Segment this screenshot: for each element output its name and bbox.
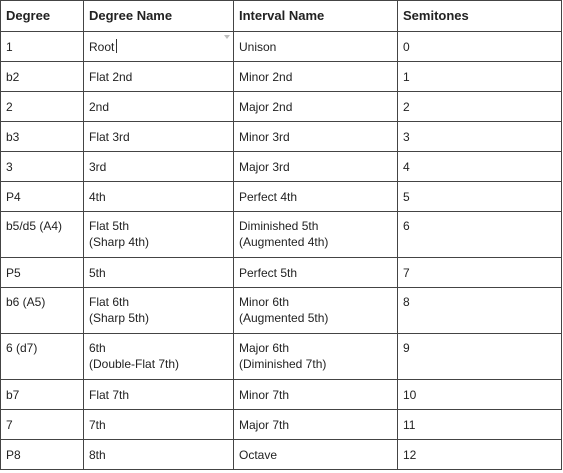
table-row [1, 32, 562, 62]
cell-interval-name-text: Major 7th [239, 417, 290, 432]
cell-degree-text: 6 (d7) [6, 341, 38, 355]
cell-semitones-text: 9 [403, 341, 410, 355]
table-body [1, 32, 562, 470]
cell-interval-name-text: Minor 6th [239, 295, 290, 309]
cell-interval-name-text: (Augmented 4th) [239, 235, 329, 249]
table-row [1, 62, 562, 92]
cell-degree[interactable] [1, 152, 84, 182]
cell-semitones[interactable] [398, 92, 562, 122]
cell-semitones-text: 6 [403, 219, 410, 233]
cell-degree[interactable] [1, 334, 84, 380]
cell-interval-name[interactable] [234, 182, 398, 212]
cell-semitones[interactable] [398, 182, 562, 212]
cell-interval-name[interactable] [234, 62, 398, 92]
cell-semitones[interactable] [398, 258, 562, 288]
cell-degree-name[interactable] [84, 288, 234, 334]
header-degree-name[interactable]: Degree Name [84, 1, 234, 32]
cell-interval-name[interactable] [234, 212, 398, 258]
cell-semitones-text: 4 [403, 159, 410, 174]
cell-degree-name-text: Flat 5th [89, 219, 130, 233]
cell-degree-text: 2 [6, 99, 13, 114]
cell-degree-name[interactable] [84, 122, 234, 152]
cell-degree-text: 1 [6, 39, 13, 54]
cell-semitones[interactable] [398, 32, 562, 62]
cell-degree-name[interactable] [84, 152, 234, 182]
cell-semitones-text: 5 [403, 189, 410, 204]
cell-degree-name[interactable] [84, 380, 234, 410]
cell-semitones[interactable] [398, 288, 562, 334]
cell-interval-name-text: Minor 3rd [239, 129, 290, 144]
header-row [1, 1, 562, 32]
cell-interval-name[interactable] [234, 410, 398, 440]
cell-semitones[interactable] [398, 380, 562, 410]
table-row [1, 152, 562, 182]
header-semitones[interactable]: Semitones [398, 1, 562, 32]
cell-degree-name-text: 2nd [89, 99, 110, 114]
cell-semitones-text: 7 [403, 265, 410, 280]
cell-semitones[interactable] [398, 212, 562, 258]
table-row [1, 258, 562, 288]
cell-interval-name[interactable] [234, 288, 398, 334]
cell-degree[interactable] [1, 212, 84, 258]
cell-semitones[interactable] [398, 152, 562, 182]
cell-interval-name[interactable] [234, 92, 398, 122]
cell-interval-name-text: Major 3rd [239, 159, 290, 174]
cell-semitones-text: 11 [403, 417, 416, 432]
table-row [1, 92, 562, 122]
cell-degree-name[interactable] [84, 182, 234, 212]
cell-interval-name[interactable] [234, 380, 398, 410]
cell-degree-name-text: Flat 2nd [89, 69, 133, 84]
cell-degree[interactable] [1, 440, 84, 470]
cell-degree-name-text: (Sharp 5th) [89, 311, 150, 325]
cell-degree-name-text: 3rd [89, 159, 107, 174]
cell-degree-text: P4 [6, 189, 21, 204]
header-degree[interactable]: Degree [1, 1, 84, 32]
cell-interval-name-text: Perfect 4th [239, 189, 298, 204]
cell-interval-name-text: Minor 7th [239, 387, 290, 402]
cell-degree[interactable] [1, 288, 84, 334]
cell-interval-name[interactable] [234, 152, 398, 182]
cell-semitones-text: 10 [403, 387, 417, 402]
cell-interval-name[interactable] [234, 334, 398, 380]
table-row [1, 410, 562, 440]
cell-semitones[interactable] [398, 410, 562, 440]
cell-semitones-text: 1 [403, 69, 410, 84]
cell-degree-text: P5 [6, 265, 21, 280]
cell-degree-name-text: 6th [89, 341, 106, 355]
table-row [1, 380, 562, 410]
cell-semitones[interactable] [398, 440, 562, 470]
cell-degree-name[interactable] [84, 212, 234, 258]
cell-interval-name[interactable] [234, 440, 398, 470]
cell-degree-text: 7 [6, 417, 13, 432]
cell-degree-name[interactable] [84, 258, 234, 288]
cell-degree[interactable] [1, 410, 84, 440]
text-cursor [116, 39, 117, 53]
cell-degree[interactable] [1, 182, 84, 212]
cell-degree[interactable] [1, 62, 84, 92]
cell-degree-name-text: (Sharp 4th) [89, 235, 150, 249]
cell-interval-name[interactable] [234, 258, 398, 288]
cell-interval-name-text: Diminished 5th [239, 219, 319, 233]
table-row [1, 122, 562, 152]
cell-interval-name-text: Perfect 5th [239, 265, 298, 280]
cell-degree-text: P8 [6, 447, 21, 462]
cell-interval-name-text: Minor 2nd [239, 69, 293, 84]
cell-degree-name[interactable] [84, 32, 234, 62]
header-interval-name[interactable]: Interval Name [234, 1, 398, 32]
cell-interval-name-text: (Augmented 5th) [239, 311, 329, 325]
cell-interval-name[interactable] [234, 32, 398, 62]
cell-degree-text: 3 [6, 159, 13, 174]
dropdown-arrow-icon[interactable] [224, 35, 230, 39]
cell-degree-text: b3 [6, 129, 20, 144]
table-row [1, 212, 562, 258]
table-row [1, 288, 562, 334]
cell-degree-name[interactable] [84, 440, 234, 470]
table-row [1, 182, 562, 212]
cell-semitones-text: 0 [403, 39, 410, 54]
cell-interval-name-text: (Diminished 7th) [239, 357, 327, 371]
cell-degree-name-text: Flat 6th [89, 295, 130, 309]
table-row [1, 334, 562, 380]
cell-interval-name-text: Unison [239, 39, 277, 54]
cell-interval-name-text: Octave [239, 447, 278, 462]
cell-semitones-text: 12 [403, 447, 417, 462]
cell-degree-name-text: 7th [89, 417, 106, 432]
cell-semitones-text: 2 [403, 99, 410, 114]
cell-degree-text: b6 (A5) [6, 295, 46, 309]
cell-degree[interactable] [1, 122, 84, 152]
cell-degree-text: b2 [6, 69, 20, 84]
cell-degree-name[interactable] [84, 62, 234, 92]
cell-degree-text: b7 [6, 387, 20, 402]
cell-interval-name-text: Major 6th [239, 341, 290, 355]
cell-degree-name-text: Root [89, 39, 115, 54]
cell-semitones[interactable] [398, 62, 562, 92]
cell-degree-name[interactable] [84, 410, 234, 440]
cell-semitones-text: 3 [403, 129, 410, 144]
cell-semitones-text: 8 [403, 295, 410, 309]
cell-semitones[interactable] [398, 122, 562, 152]
cell-interval-name[interactable] [234, 122, 398, 152]
cell-degree-name[interactable] [84, 334, 234, 380]
cell-degree[interactable] [1, 32, 84, 62]
cell-degree-name[interactable] [84, 92, 234, 122]
cell-degree-name-text: Flat 7th [89, 387, 130, 402]
cell-degree[interactable] [1, 380, 84, 410]
cell-degree-name-text: 8th [89, 447, 106, 462]
table-row [1, 440, 562, 470]
cell-degree-name-text: 5th [89, 265, 106, 280]
cell-degree[interactable] [1, 92, 84, 122]
cell-degree-text: b5/d5 (A4) [6, 219, 63, 233]
cell-semitones[interactable] [398, 334, 562, 380]
cell-degree-name-text: (Double-Flat 7th) [89, 357, 180, 371]
cell-degree-name-text: Flat 3rd [89, 129, 130, 144]
cell-interval-name-text: Major 2nd [239, 99, 293, 114]
cell-degree-name-text: 4th [89, 189, 106, 204]
cell-degree[interactable] [1, 258, 84, 288]
